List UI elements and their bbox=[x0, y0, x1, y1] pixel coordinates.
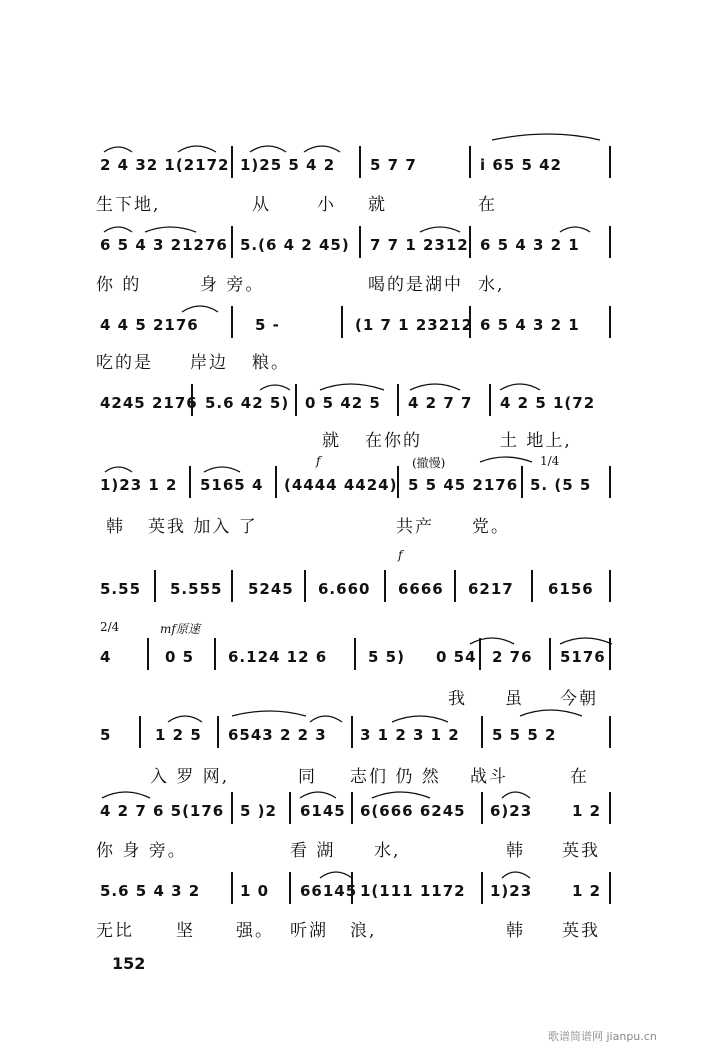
measure-2: 5.6 42 5) bbox=[205, 394, 290, 412]
measure-6: 6217 bbox=[468, 580, 514, 598]
measure-4: 3 1 2 3 1 2 bbox=[360, 726, 460, 744]
measure-5: 5. (5 5 bbox=[530, 476, 592, 494]
measure-1: 1)23 1 2 bbox=[100, 476, 178, 494]
measure-3: 5245 bbox=[248, 580, 294, 598]
slur bbox=[502, 872, 530, 878]
tempo-mark: (撤慢) bbox=[412, 456, 446, 470]
measure-3: 6.124 12 6 bbox=[228, 648, 328, 666]
time-signature: 1/4 bbox=[540, 454, 560, 468]
measure-1: 5.6 5 4 3 2 bbox=[100, 882, 201, 900]
measure-4: 1(111 1172 bbox=[360, 882, 466, 900]
slur bbox=[420, 227, 460, 232]
slur bbox=[492, 134, 600, 140]
lyric: 英我 bbox=[562, 921, 600, 941]
measure-3: 7 7 1 2312 bbox=[370, 236, 469, 254]
lyric: 岸边 bbox=[190, 353, 228, 373]
measure-7: 6156 bbox=[548, 580, 594, 598]
lyric: 生下地, bbox=[96, 195, 161, 215]
lyric: 战斗 bbox=[470, 767, 508, 787]
measure-4: 5 5 45 2176 bbox=[408, 476, 519, 494]
lyric: 英我 bbox=[562, 841, 600, 861]
lyric: 听湖 bbox=[290, 921, 328, 941]
slur bbox=[520, 710, 582, 716]
lyric: 小 bbox=[317, 195, 336, 215]
lyric: 就 bbox=[322, 431, 341, 451]
slur bbox=[178, 146, 216, 152]
measure-4: 6 5 4 3 2 1 bbox=[480, 316, 580, 334]
lyric: 喝的是湖中 bbox=[368, 275, 463, 295]
measure-5: 4 2 5 1(72 bbox=[500, 394, 596, 412]
watermark: 歌谱简谱网 jianpu.cn bbox=[548, 1030, 657, 1043]
measure-3: (4444 4424) bbox=[284, 476, 398, 494]
slur bbox=[105, 467, 132, 472]
measure-3: 6145 bbox=[300, 802, 346, 820]
measure-5: 6)23 bbox=[490, 802, 533, 820]
slur bbox=[410, 384, 460, 390]
lyric: 在 bbox=[478, 195, 497, 215]
slur bbox=[300, 792, 336, 798]
slur bbox=[104, 147, 132, 152]
measure-7: 5176 bbox=[560, 648, 606, 666]
slur bbox=[104, 227, 132, 232]
slur bbox=[168, 716, 202, 722]
measure-5: 6666 bbox=[398, 580, 444, 598]
lyric: 无比 bbox=[96, 921, 134, 941]
measure-1: 4 4 5 2176 bbox=[100, 316, 199, 334]
measure-1: 2 4 32 1(2172 bbox=[100, 156, 230, 174]
lyric: 浪, bbox=[350, 921, 377, 941]
slur bbox=[470, 638, 514, 644]
measure-4: 6 5 4 3 2 1 bbox=[480, 236, 580, 254]
page-number: 152 bbox=[112, 954, 146, 973]
lyric: 在 bbox=[570, 767, 589, 787]
lyric: 虽 bbox=[505, 689, 524, 709]
slur bbox=[320, 872, 352, 878]
dynamic-mark: f bbox=[316, 454, 321, 468]
lyric: 水, bbox=[478, 275, 505, 295]
measure-3: 66145 bbox=[300, 882, 358, 900]
lyric: 坚 bbox=[176, 921, 195, 941]
measure-6: 2 76 bbox=[492, 648, 533, 666]
measure-2: 5.(6 4 2 45) bbox=[240, 236, 350, 254]
slur bbox=[502, 792, 530, 798]
measure-5: 5 5 5 2 bbox=[492, 726, 557, 744]
lyric: 在你的 bbox=[365, 431, 422, 451]
lyric: 英我 加入 了 bbox=[148, 517, 258, 537]
slur bbox=[250, 146, 286, 152]
measure-2: 5 - bbox=[255, 316, 280, 334]
slur bbox=[102, 792, 150, 798]
lyric: 强。 bbox=[236, 921, 274, 941]
measure-6: 1 2 bbox=[572, 802, 602, 820]
measure-2: 5165 4 bbox=[200, 476, 264, 494]
measure-3: 0 5 42 5 bbox=[305, 394, 381, 412]
slur bbox=[560, 638, 612, 644]
measure-3: (1 7 1 23212 bbox=[355, 316, 474, 334]
time-signature: 2/4 bbox=[100, 620, 120, 634]
measure-1: 5.55 bbox=[100, 580, 142, 598]
measure-4: i 65 5 42 bbox=[480, 156, 562, 174]
measure-3: 6543 2 2 3 bbox=[228, 726, 327, 744]
measure-5: 1)23 bbox=[490, 882, 533, 900]
slurs bbox=[102, 134, 612, 878]
slur bbox=[392, 716, 448, 722]
lyric: 今朝 bbox=[560, 689, 598, 709]
slur bbox=[310, 716, 342, 722]
lyric: 就 bbox=[368, 195, 387, 215]
measure-2: 5 )2 bbox=[240, 802, 277, 820]
lyric: 同 bbox=[298, 767, 317, 787]
lyric: 土 地上, bbox=[500, 431, 572, 451]
lyric: 韩 bbox=[506, 921, 525, 941]
slur bbox=[560, 227, 590, 232]
lyric: 水, bbox=[374, 841, 401, 861]
slur bbox=[372, 792, 430, 798]
measure-4: 6.660 bbox=[318, 580, 371, 598]
lyric: 看 湖 bbox=[290, 841, 336, 861]
measure-4: 5 5) bbox=[368, 648, 405, 666]
measure-2: 5.555 bbox=[170, 580, 223, 598]
slur bbox=[204, 467, 240, 472]
slur bbox=[260, 385, 290, 390]
lyric: 你 的 bbox=[96, 275, 142, 295]
lyric: 志们 仍 然 bbox=[350, 767, 441, 787]
measure-4: 4 2 7 7 bbox=[408, 394, 473, 412]
slur bbox=[182, 306, 218, 312]
measure-2: 1 2 5 bbox=[155, 726, 202, 744]
lyric: 你 身 旁。 bbox=[96, 841, 187, 861]
measure-2: 1 0 bbox=[240, 882, 270, 900]
lyric: 共产 bbox=[396, 517, 434, 537]
measure-1: 4 bbox=[100, 648, 112, 666]
slur bbox=[232, 711, 306, 716]
dynamic-mark: f bbox=[398, 548, 403, 562]
lyric: 粮。 bbox=[252, 353, 290, 373]
tempo-mark: mf原速 bbox=[160, 622, 200, 636]
measure-1: 4245 2176 bbox=[100, 394, 198, 412]
slur bbox=[304, 146, 340, 152]
measure-2: 1)25 5 4 2 bbox=[240, 156, 336, 174]
slur bbox=[145, 227, 196, 232]
lyric: 入 罗 网, bbox=[150, 767, 230, 787]
measure-1: 6 5 4 3 21276 bbox=[100, 236, 228, 254]
lyric: 韩 bbox=[506, 841, 525, 861]
measure-2: 0 5 bbox=[165, 648, 195, 666]
measure-1: 4 2 7 6 5(176 bbox=[100, 802, 225, 820]
slur bbox=[500, 384, 540, 390]
measure-5: 0 54 bbox=[436, 648, 477, 666]
barlines bbox=[140, 146, 610, 904]
lyric: 吃的是 bbox=[96, 353, 153, 373]
measure-1: 5 bbox=[100, 726, 112, 744]
measure-4: 6(666 6245 bbox=[360, 802, 466, 820]
measure-6: 1 2 bbox=[572, 882, 602, 900]
slur bbox=[320, 384, 384, 390]
lyric: 党。 bbox=[472, 517, 510, 537]
lyric: 我 bbox=[448, 689, 467, 709]
lyric: 韩 bbox=[106, 517, 125, 537]
slur bbox=[480, 457, 532, 462]
lyric: 从 bbox=[252, 195, 271, 215]
measure-3: 5 7 7 bbox=[370, 156, 417, 174]
lyric: 身 旁。 bbox=[200, 275, 265, 295]
